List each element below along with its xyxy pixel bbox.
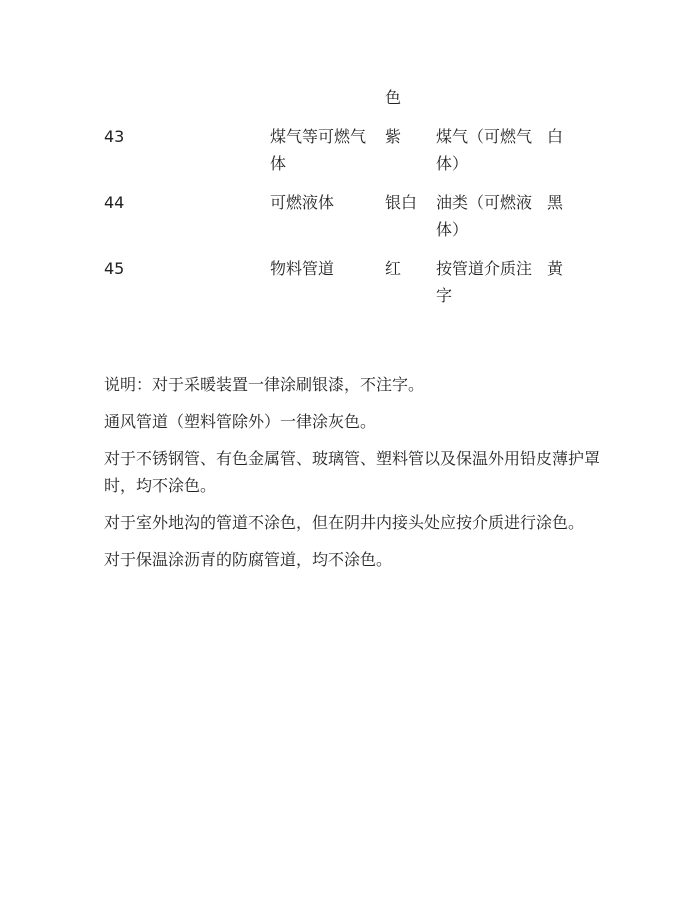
base-color: 紫 bbox=[385, 127, 402, 146]
pipe-name: 煤气等可燃气 bbox=[270, 127, 367, 146]
continued-base-color-cell: 色 bbox=[385, 88, 402, 107]
medium-label: 煤气（可燃气 bbox=[436, 127, 533, 146]
notes-section bbox=[104, 371, 604, 583]
medium-label-line2: 字 bbox=[436, 286, 453, 305]
ring-color: 白 bbox=[547, 127, 564, 146]
row-number: 43 bbox=[104, 127, 125, 146]
medium-label-line2: 体） bbox=[436, 220, 469, 239]
pipe-name: 可燃液体 bbox=[270, 193, 335, 212]
medium-label: 按管道介质注 bbox=[436, 259, 533, 278]
pipe-name: 物料管道 bbox=[270, 259, 335, 278]
row-number: 45 bbox=[104, 259, 125, 278]
note-paragraph: 通风管道（塑料管除外）一律涂灰色。 bbox=[104, 412, 377, 431]
medium-label-line2: 体） bbox=[436, 154, 469, 173]
note-paragraph: 说明：对于采暖装置一律涂刷银漆，不注字。 bbox=[104, 375, 425, 394]
note-paragraph: 对于室外地沟的管道不涂色，但在阴井内接头处应按介质进行涂色。 bbox=[104, 513, 585, 532]
medium-label: 油类（可燃液 bbox=[436, 193, 533, 212]
ring-color: 黑 bbox=[547, 193, 564, 212]
pipe-name-line2: 体 bbox=[270, 154, 287, 173]
note-paragraph: 对于不锈钢管、有色金属管、玻璃管、塑料管以及保温外用铅皮薄护罩时，均不涂色。 bbox=[104, 449, 601, 495]
row-number: 44 bbox=[104, 193, 125, 212]
note-paragraph: 对于保温涂沥青的防腐管道，均不涂色。 bbox=[104, 550, 393, 569]
ring-color: 黄 bbox=[547, 259, 564, 278]
base-color: 红 bbox=[385, 259, 402, 278]
base-color: 银白 bbox=[385, 193, 418, 212]
